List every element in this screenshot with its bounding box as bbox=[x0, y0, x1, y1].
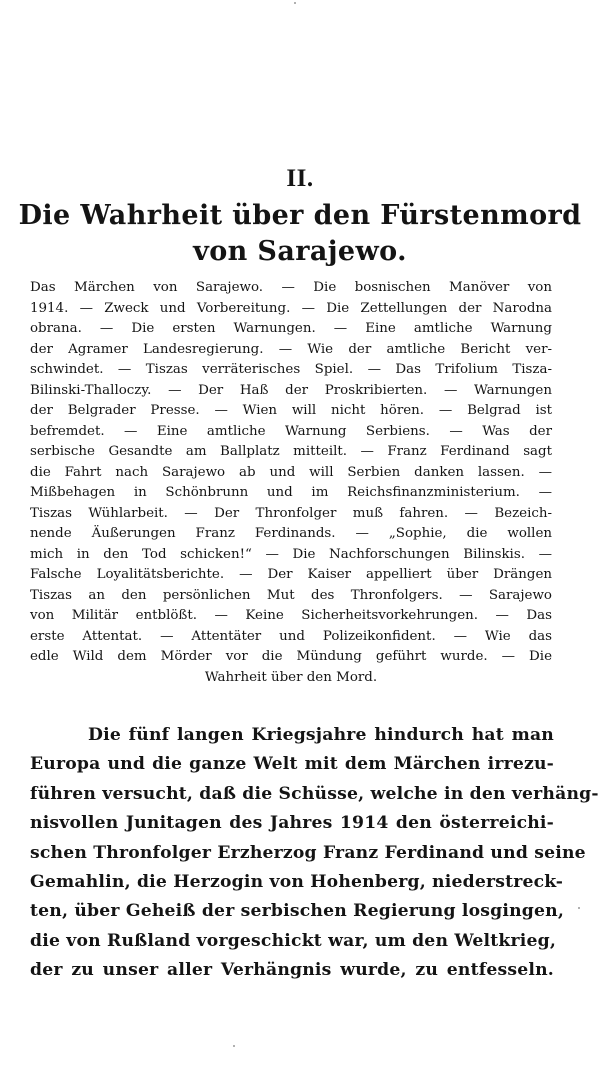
body-paragraph bbox=[30, 721, 599, 986]
body-line: führen versucht, daß die Schüsse, welche in den verhäng- bbox=[30, 783, 599, 804]
summary-line: edle Wild dem Mörder vor die Mündung geführt wurde. — Die bbox=[30, 649, 552, 664]
summary-line-final: Wahrheit über den Mord. bbox=[204, 669, 378, 685]
summary-line: von Militär entblößt. — Keine Sicherheitsvorkehrungen. — Das bbox=[30, 608, 552, 623]
scan-speck bbox=[294, 2, 296, 4]
chapter-summary bbox=[30, 278, 552, 688]
body-line: der zu unser aller Verhängnis wurde, zu entfesseln. bbox=[30, 960, 554, 981]
body-line: Gemahlin, die Herzogin von Hohenberg, niederstreck- bbox=[30, 871, 564, 892]
scan-speck bbox=[578, 907, 580, 909]
body-line: schen Thronfolger Erzherzog Franz Ferdinand und seine bbox=[30, 842, 586, 863]
body-line: Europa und die ganze Welt mit dem Märchen irrezu- bbox=[30, 754, 554, 775]
body-line-first: Die fünf langen Kriegsjahre hindurch hat man bbox=[88, 725, 554, 745]
summary-line: schwindet. — Tiszas verräterisches Spiel. — Das Trifolium Tisza- bbox=[30, 362, 552, 377]
summary-line: serbische Gesandte am Ballplatz mitteilt. — Franz Ferdinand sagt bbox=[30, 444, 552, 459]
summary-line: Mißbehagen in Schönbrunn und im Reichsfinanzministerium. — bbox=[30, 485, 552, 500]
summary-line: befremdet. — Eine amtliche Warnung Serbiens. — Was der bbox=[30, 423, 552, 439]
summary-line: 1914. — Zweck und Vorbereitung. — Die Zettellungen der Narodna bbox=[30, 300, 552, 316]
summary-line: die Fahrt nach Sarajewo ab und will Serbien danken lassen. — bbox=[30, 464, 552, 480]
summary-line: Bilinski-Thalloczy. — Der Haß der Proskribierten. — Warnungen bbox=[30, 382, 552, 398]
summary-line: obrana. — Die ersten Warnungen. — Eine amtliche Warnung bbox=[30, 321, 552, 336]
summary-line: Falsche Loyalitätsberichte. — Der Kaiser appelliert über Drängen bbox=[30, 567, 552, 582]
body-line: ten, über Geheiß der serbischen Regierung losgingen, bbox=[30, 901, 564, 922]
summary-line: der Agramer Landesregierung. — Wie der amtliche Bericht ver- bbox=[30, 341, 552, 357]
summary-line: nende Äußerungen Franz Ferdinands. — „Sophie, die wollen bbox=[30, 526, 552, 541]
summary-line: mich in den Tod schicken!“ — Die Nachforschungen Bilinskis. — bbox=[30, 546, 552, 562]
body-line: die von Rußland vorgeschickt war, um den Weltkrieg, bbox=[30, 930, 557, 951]
body-line: nisvollen Junitagen des Jahres 1914 den österreichi- bbox=[30, 813, 554, 834]
summary-line: erste Attentat. — Attentäter und Polizeikonfident. — Wie das bbox=[30, 628, 552, 644]
summary-line: Tiszas Wühlarbeit. — Der Thronfolger muß fahren. — Bezeich- bbox=[30, 505, 552, 521]
chapter-title-line-1: Die Wahrheit über den Fürstenmord bbox=[18, 200, 582, 231]
scan-speck bbox=[233, 1045, 235, 1047]
chapter-number: II. bbox=[286, 165, 314, 192]
summary-line: Tiszas an den persönlichen Mut des Thronfolgers. — Sarajewo bbox=[30, 587, 552, 603]
summary-line: Das Märchen von Sarajewo. — Die bosnischen Manöver von bbox=[30, 280, 552, 295]
summary-line: der Belgrader Presse. — Wien will nicht hören. — Belgrad ist bbox=[30, 403, 552, 418]
chapter-title-line-2: von Sarajewo. bbox=[193, 236, 407, 267]
